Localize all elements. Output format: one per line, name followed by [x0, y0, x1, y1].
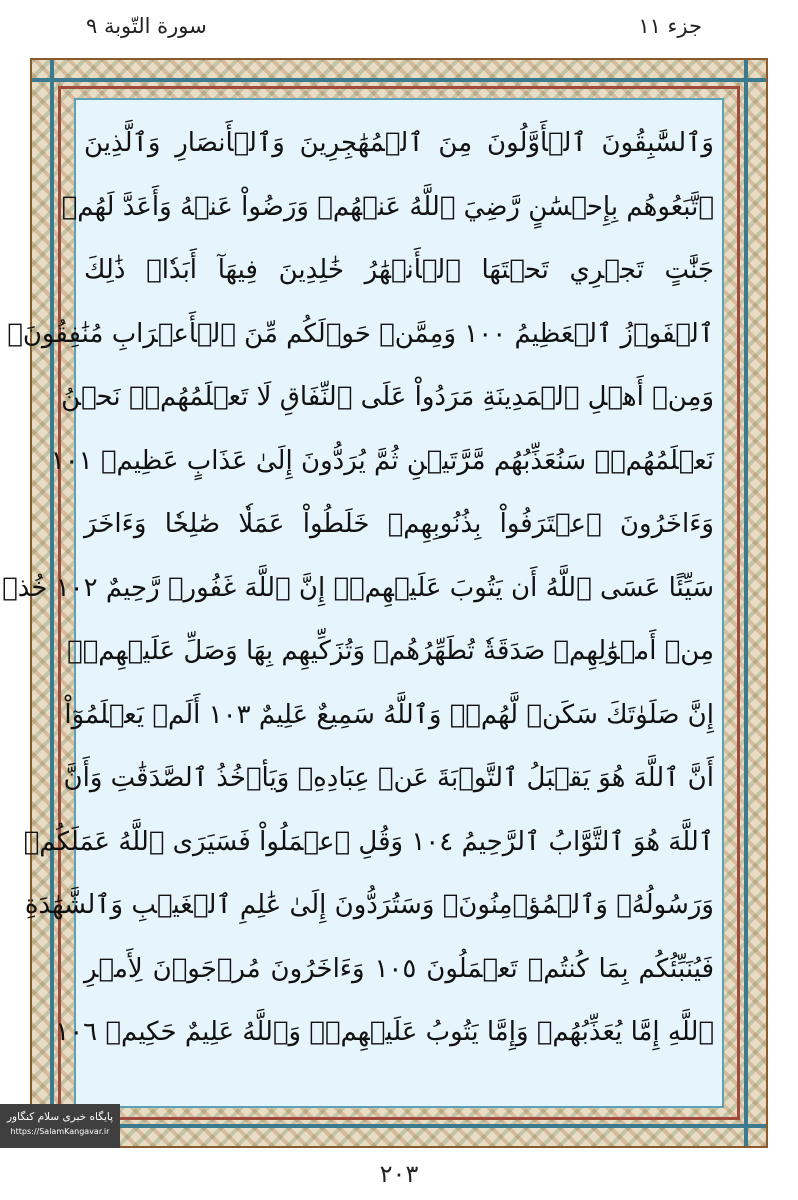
verse-line: وَمِنۡ أَهۡلِ ٱلۡمَدِينَةِ مَرَدُواْ عَلَى ٱلنِّفَاقِ لَا تَعۡلَمُهُمۡۖ نَحۡنُ: [61, 382, 714, 412]
verse-line: ٱللَّهِ إِمَّا يُعَذِّبُهُمۡ وَإِمَّا يَتُوبُ عَلَيۡهِمۡۗ وَٱللَّهُ عَلِيمٌ حَكِيمٞ ١٠٦: [55, 1017, 714, 1047]
verse-line: أَنَّ ٱللَّهَ هُوَ يَقۡبَلُ ٱلتَّوۡبَةَ عَنۡ عِبَادِهِۦ وَيَأۡخُذُ ٱلصَّدَقَٰتِ وَأَنَّ: [63, 763, 714, 793]
surah-header: سورة التّوبة ٩: [86, 14, 207, 38]
verse-line: نَعۡلَمُهُمۡۚ سَنُعَذِّبُهُم مَّرَّتَيۡنِ ثُمَّ يُرَدُّونَ إِلَىٰ عَذَابٍ عَظِيمٖ ١٠١: [50, 445, 714, 476]
verse-line: فَيُنَبِّئُكُم بِمَا كُنتُمۡ تَعۡمَلُونَ ١٠٥ وَءَاخَرُونَ مُرۡجَوۡنَ لِأَمۡرِ: [84, 953, 714, 984]
border-rail-top: [32, 78, 766, 82]
verses-block: [2, 112, 714, 1092]
border-rail-bottom: [32, 1124, 766, 1128]
verse-line: ٱللَّهَ هُوَ ٱلتَّوَّابُ ٱلرَّحِيمُ ١٠٤ وَقُلِ ٱعۡمَلُواْ فَسَيَرَى ٱللَّهُ عَمَلَكُمۡ: [23, 826, 714, 857]
verse-line: وَءَاخَرُونَ ٱعۡتَرَفُواْ بِذُنُوبِهِمۡ خَلَطُواْ عَمَلٗا صَٰلِحٗا وَءَاخَرَ: [84, 509, 714, 539]
page-number: ٢٠٣: [379, 1160, 419, 1188]
border-rail-right: [744, 60, 748, 1146]
verse-line: ٱلۡفَوۡزُ ٱلۡعَظِيمُ ١٠٠ وَمِمَّنۡ حَوۡلَكُم مِّنَ ٱلۡأَعۡرَابِ مُنَٰفِقُونَۖ: [7, 318, 714, 349]
verse-line: وَٱلسَّٰبِقُونَ ٱلۡأَوَّلُونَ مِنَ ٱلۡمُهَٰجِرِينَ وَٱلۡأَنصَارِ وَٱلَّذِينَ: [84, 128, 714, 158]
verse-line: مِنۡ أَمۡوَٰلِهِمۡ صَدَقَةٗ تُطَهِّرُهُمۡ وَتُزَكِّيهِم بِهَا وَصَلِّ عَلَيۡهِمۡۖ: [67, 636, 714, 666]
watermark-name: پایگاه خبری سلام کنگاور: [6, 1111, 114, 1123]
watermark-url: https://SalamKangavar.ir: [10, 1127, 110, 1136]
verse-line: وَرَسُولُهُۥ وَٱلۡمُؤۡمِنُونَۖ وَسَتُرَدُّونَ إِلَىٰ عَٰلِمِ ٱلۡغَيۡبِ وَٱلشَّهَٰدَةِ: [24, 890, 714, 920]
verse-line: جَنَّٰتٍ تَجۡرِي تَحۡتَهَا ٱلۡأَنۡهَٰرُ خَٰلِدِينَ فِيهَآ أَبَدٗاۚ ذَٰلِكَ: [84, 255, 714, 285]
verse-line: إِنَّ صَلَوٰتَكَ سَكَنٞ لَّهُمۡۗ وَٱللَّهُ سَمِيعٌ عَلِيمٌ ١٠٣ أَلَمۡ يَعۡلَمُوٓاْ: [64, 699, 714, 730]
verse-line: ٱتَّبَعُوهُم بِإِحۡسَٰنٍ رَّضِيَ ٱللَّهُ عَنۡهُمۡ وَرَضُواْ عَنۡهُ وَأَعَدَّ لَهُمۡ: [61, 191, 714, 222]
verse-line: سَيِّئًا عَسَى ٱللَّهُ أَن يَتُوبَ عَلَيۡهِمۡۚ إِنَّ ٱللَّهَ غَفُورٞ رَّحِيمٌ ١٠٢ خُذۡ: [2, 572, 714, 603]
juz-header: جزء ١١: [638, 14, 702, 38]
site-watermark: [0, 1104, 120, 1148]
